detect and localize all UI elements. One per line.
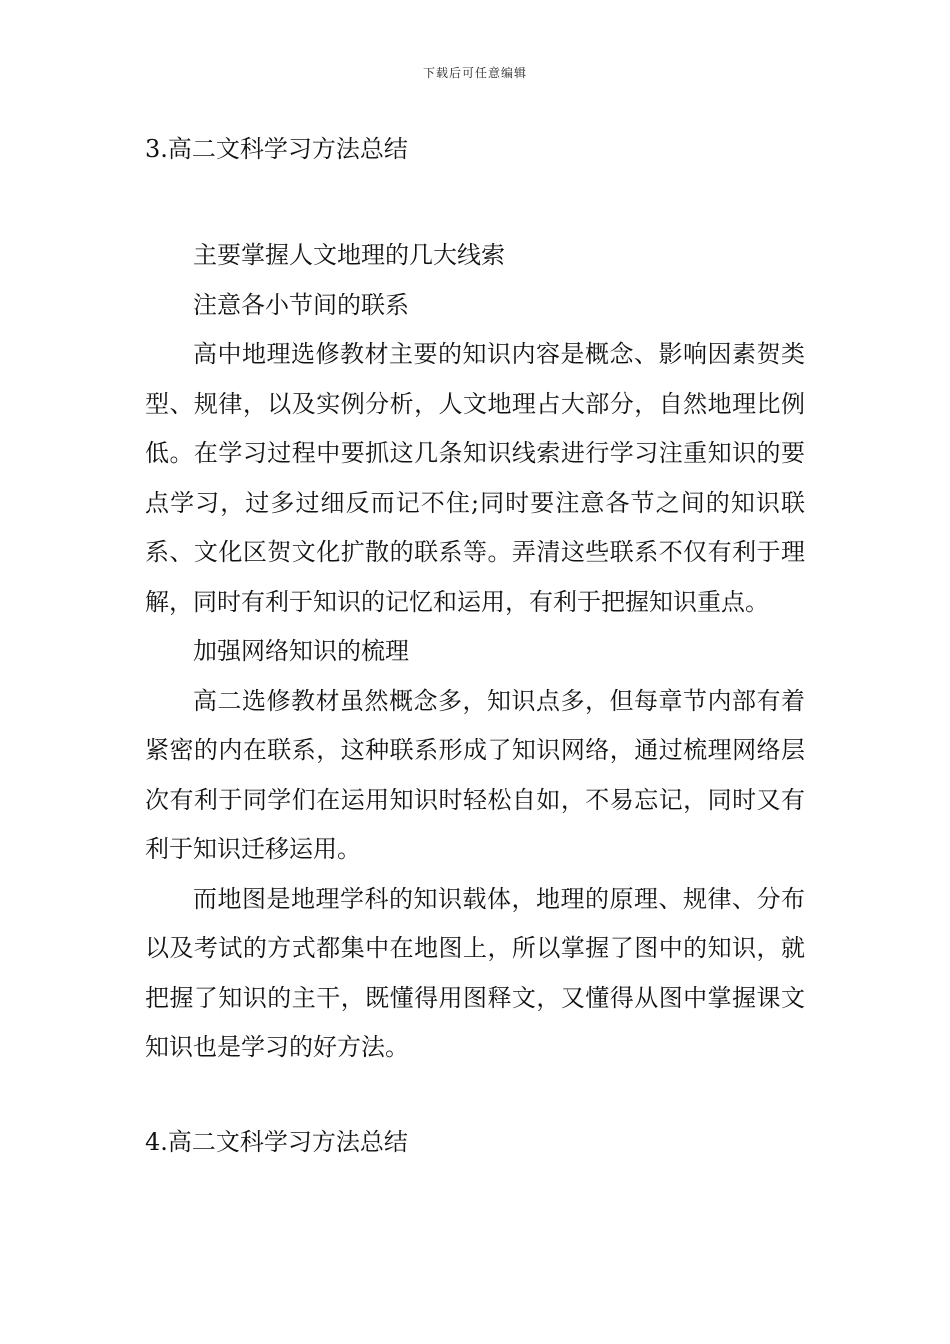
paragraph-network-structure: 高二选修教材虽然概念多，知识点多，但每章节内部有着紧密的内在联系，这种联系形成了知识网络，通过梳理网络层次有利于同学们在运用知识时轻松自如，不易忘记，同时又有利于知识迁移运用。 — [145, 686, 805, 863]
subheading-section-links: 注意各小节间的联系 — [193, 290, 409, 319]
paragraph-textbook-content: 高中地理选修教材主要的知识内容是概念、影响因素贺类型、规律，以及实例分析，人文地理占大部分，自然地理比例低。在学习过程中要抓这几条知识线索进行学习注重知识的要点学习，过多过细反而记不住;同时要注意各节之间的知识联系、文化区贺文化扩散的联系等。弄清这些联系不仅有利于理解，同时有利于知识的记忆和运用，有利于把握知识重点。 — [145, 340, 805, 616]
subheading-human-geography-clues: 主要掌握人文地理的几大线索 — [193, 241, 505, 269]
page-header-note: 下载后可任意编辑 — [422, 66, 527, 80]
section-body — [145, 231, 805, 1073]
subheading-knowledge-network: 加强网络知识的梳理 — [193, 637, 409, 665]
section-heading-4: 4.高二文科学习方法总结 — [145, 1128, 408, 1156]
paragraph-maps: 而地图是地理学科的知识载体，地理的原理、规律、分布以及考试的方式都集中在地图上，所以掌握了图中的知识，就把握了知识的主干，既懂得用图释文，又懂得从图中掌握课文知识也是学习的好方法。 — [145, 884, 805, 1061]
section-heading-3: 3.高二文科学习方法总结 — [145, 135, 408, 163]
